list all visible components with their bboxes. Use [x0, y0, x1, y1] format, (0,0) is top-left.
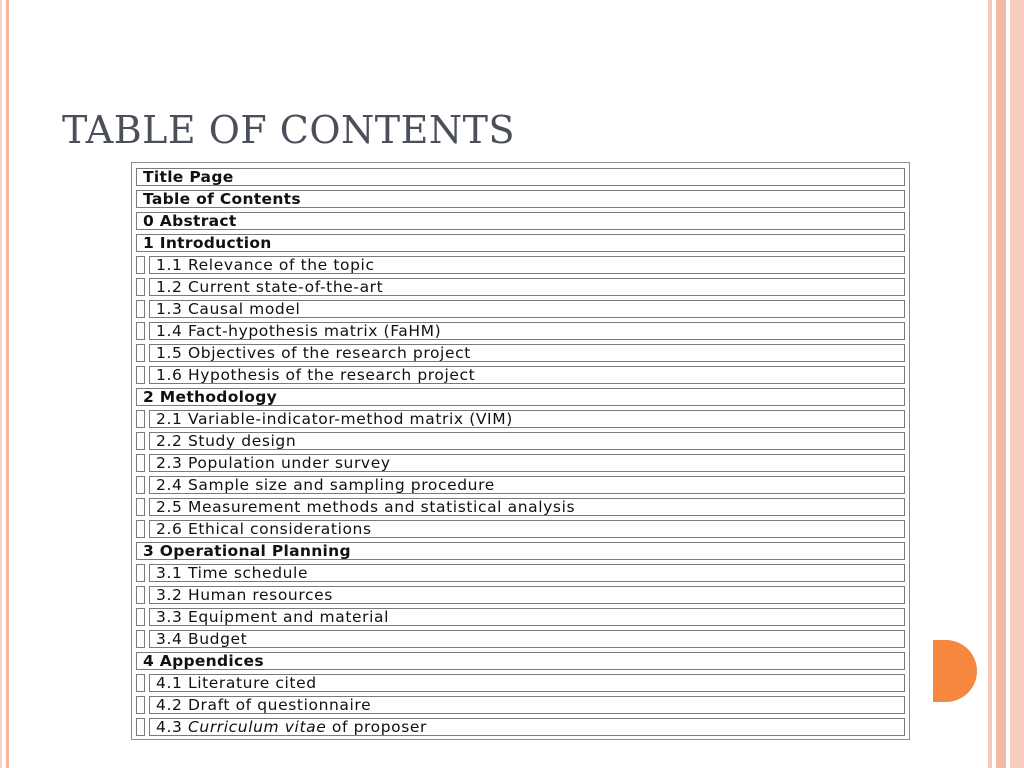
- toc-entry-text: 4.1 Literature cited: [156, 674, 317, 692]
- toc-entry: [149, 718, 905, 736]
- toc-indent-cell: [136, 608, 145, 626]
- toc-entry: [149, 586, 905, 604]
- toc-indent-cell: [136, 344, 145, 362]
- toc-subsection-row: [136, 364, 905, 386]
- toc-entry-text: 3.4 Budget: [156, 630, 248, 648]
- toc-subsection-row: [136, 320, 905, 342]
- toc-entry-text: 1.2 Current state-of-the-art: [156, 278, 384, 296]
- toc-entry: [149, 366, 905, 384]
- toc-rows: [136, 166, 905, 738]
- toc-subsection-row: [136, 694, 905, 716]
- toc-entry-text: 2.3 Population under survey: [156, 454, 391, 472]
- toc-subsection-row: [136, 276, 905, 298]
- toc-entry: [149, 608, 905, 626]
- slide-border-right: [988, 0, 1024, 768]
- toc-entry-text: Title Page: [143, 168, 234, 186]
- toc-subsection-row: [136, 496, 905, 518]
- toc-indent-cell: [136, 278, 145, 296]
- slide-border-left-outer: [0, 0, 2, 768]
- toc-entry-trailing-text: of proposer: [326, 718, 428, 736]
- toc-entry-text: 3.1 Time schedule: [156, 564, 309, 582]
- toc-indent-cell: [136, 498, 145, 516]
- toc-indent-cell: [136, 718, 145, 736]
- toc-entry-text: 2 Methodology: [143, 388, 278, 406]
- toc-entry: [149, 322, 905, 340]
- toc-subsection-row: [136, 298, 905, 320]
- toc-entry-text: 1.5 Objectives of the research project: [156, 344, 471, 362]
- toc-entry: [149, 476, 905, 494]
- toc-entry: [149, 278, 905, 296]
- slide-decoration-disc: [933, 640, 977, 702]
- toc-entry-text: 1.6 Hypothesis of the research project: [156, 366, 476, 384]
- toc-indent-cell: [136, 564, 145, 582]
- toc-entry-text: 2.5 Measurement methods and statistical analysis: [156, 498, 576, 516]
- toc-entry-text: 0 Abstract: [143, 212, 237, 230]
- toc-indent-cell: [136, 454, 145, 472]
- toc-entry: [149, 696, 905, 714]
- toc-indent-cell: [136, 300, 145, 318]
- toc-entry: [149, 498, 905, 516]
- slide-border-right-line-3: [1010, 0, 1024, 768]
- toc-entry: [149, 520, 905, 538]
- toc-subsection-row: [136, 584, 905, 606]
- toc-entry: [136, 388, 905, 406]
- toc-entry: [149, 256, 905, 274]
- toc-entry: [149, 410, 905, 428]
- toc-entry-text: 1.1 Relevance of the topic: [156, 256, 375, 274]
- toc-entry-text: 2.1 Variable-indicator-method matrix (VIM): [156, 410, 513, 428]
- toc-entry: [149, 344, 905, 362]
- toc-entry: [136, 168, 905, 186]
- toc-indent-cell: [136, 322, 145, 340]
- toc-entry: [136, 652, 905, 670]
- toc-subsection-row: [136, 562, 905, 584]
- toc-indent-cell: [136, 366, 145, 384]
- toc-indent-cell: [136, 520, 145, 538]
- toc-entry: [149, 630, 905, 648]
- toc-subsection-row: [136, 254, 905, 276]
- toc-subsection-row: [136, 408, 905, 430]
- toc-entry: [149, 300, 905, 318]
- toc-section-row: [136, 386, 905, 408]
- toc-entry-text: 4.3: [156, 718, 188, 736]
- toc-subsection-row: [136, 452, 905, 474]
- toc-entry-text: 2.6 Ethical considerations: [156, 520, 372, 538]
- toc-section-row: [136, 540, 905, 562]
- toc-entry: [149, 432, 905, 450]
- toc-indent-cell: [136, 256, 145, 274]
- toc-entry-text: 2.2 Study design: [156, 432, 297, 450]
- toc-entry: [136, 212, 905, 230]
- toc-entry-text: 4.2 Draft of questionnaire: [156, 696, 372, 714]
- toc-entry: [136, 542, 905, 560]
- toc-entry-italic-text: Curriculum vitae: [187, 718, 327, 736]
- toc-entry: [136, 190, 905, 208]
- toc-entry-text: 3 Operational Planning: [143, 542, 351, 560]
- toc-section-row: [136, 210, 905, 232]
- toc-indent-cell: [136, 674, 145, 692]
- toc-entry-text: 2.4 Sample size and sampling procedure: [156, 476, 495, 494]
- toc-subsection-row: [136, 518, 905, 540]
- toc-indent-cell: [136, 410, 145, 428]
- toc-subsection-row: [136, 716, 905, 738]
- toc-entry: [149, 454, 905, 472]
- toc-section-row: [136, 232, 905, 254]
- slide-border-left-inner: [6, 0, 9, 768]
- toc-section-row: [136, 650, 905, 672]
- toc-subsection-row: [136, 628, 905, 650]
- toc-subsection-row: [136, 342, 905, 364]
- toc-subsection-row: [136, 474, 905, 496]
- toc-entry: [136, 234, 905, 252]
- slide-border-right-line-2: [996, 0, 1006, 768]
- toc-section-row: [136, 166, 905, 188]
- toc-entry: [149, 564, 905, 582]
- toc-indent-cell: [136, 696, 145, 714]
- toc-entry-text: 1 Introduction: [143, 234, 272, 252]
- toc-subsection-row: [136, 430, 905, 452]
- toc-section-row: [136, 188, 905, 210]
- toc-entry-text: 3.3 Equipment and material: [156, 608, 390, 626]
- toc-entry-text: Table of Contents: [143, 190, 301, 208]
- toc-subsection-row: [136, 672, 905, 694]
- toc-indent-cell: [136, 630, 145, 648]
- toc-indent-cell: [136, 586, 145, 604]
- slide-title: TABLE OF CONTENTS: [62, 108, 515, 152]
- toc-indent-cell: [136, 476, 145, 494]
- toc-entry-text: 4 Appendices: [143, 652, 264, 670]
- toc-entry-text: 3.2 Human resources: [156, 586, 333, 604]
- toc-table: [131, 162, 910, 740]
- toc-entry-text: 1.4 Fact-hypothesis matrix (FaHM): [156, 322, 442, 340]
- toc-indent-cell: [136, 432, 145, 450]
- toc-entry-text: 1.3 Causal model: [156, 300, 301, 318]
- toc-subsection-row: [136, 606, 905, 628]
- toc-entry: [149, 674, 905, 692]
- slide-border-right-line-1: [988, 0, 992, 768]
